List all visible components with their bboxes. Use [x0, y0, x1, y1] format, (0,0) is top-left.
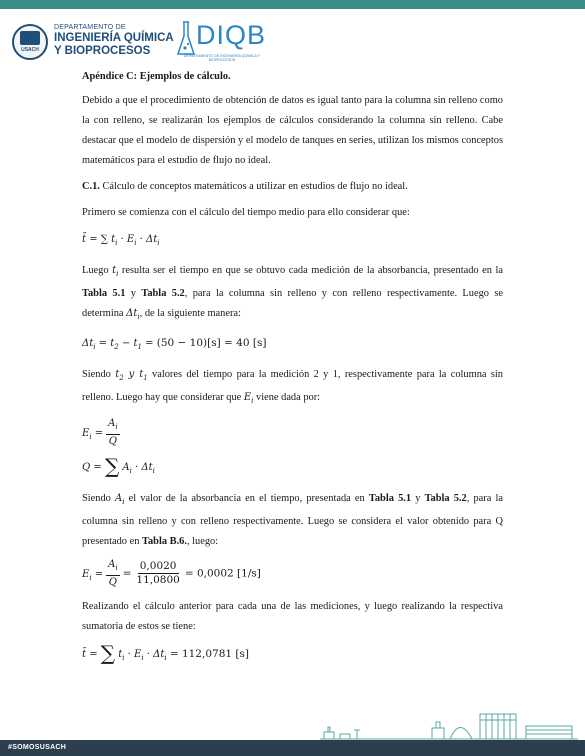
summation-paragraph: Realizando el cálculo anterior para cada una de las mediciones, y luego realizando la respectiva sumatoria de estos se tiene: — [82, 601, 503, 632]
diqb-logo-text: DIQB — [196, 20, 267, 50]
equation-ei-result: = 0,0002 [1/s] — [184, 567, 261, 580]
equation-mean-time: t̄ = ∑ $t_i \cdot E_i \cdot \Delta t_i$ — [82, 234, 160, 247]
fraction-numerator: 0,0020 — [139, 560, 177, 572]
table-ref: Tabla 5.2 — [424, 493, 467, 504]
intro-paragraph: Debido a que el procedimiento de obtención de datos es igual tanto para la columna sin relleno como la con relleno, se realizarán los ejemplos de cálculos considerando la columna sin relleno. Cabe destacar que el modelo de dispersión y el modelo de tanques en series, utilizan los mismos conceptos matemáticos para el estudio de flujo no ideal. — [82, 95, 503, 166]
table-ref: Tabla 5.1 — [368, 493, 412, 504]
equation-mean-time-result: t̄ = ∑ $t_i \cdot E_i \cdot \Delta t_i = 112,0781$ [s] — [82, 641, 249, 665]
footer-hashtag: #SOMOSUSACH — [8, 744, 67, 751]
dept-line-1: DEPARTAMENTO DE — [54, 24, 126, 31]
absorbance-paragraph — [82, 489, 503, 552]
siendo-paragraph — [82, 365, 503, 411]
ai-symbol: $A_i$ — [115, 493, 125, 506]
mean-time-intro: Primero se comienza con el cálculo del tiempo medio para ello considerar que: — [82, 207, 410, 218]
t2-t1-symbol: $t_2$ y $t_1$ — [115, 369, 148, 382]
document-body — [82, 67, 503, 668]
usach-seal-logo — [12, 24, 48, 60]
header-logos — [12, 18, 267, 66]
text: el valor de la absorbancia en el tiempo, presentada en — [124, 493, 369, 504]
appendix-heading: Apéndice C: Ejemplos de cálculo. — [82, 71, 231, 82]
time-paragraph — [82, 261, 503, 327]
campus-skyline-icon — [320, 710, 578, 740]
text: , para la columna sin relleno y con relleno respectivamente. Luego se determina — [82, 288, 503, 319]
ei-symbol: $E_i$ — [243, 392, 254, 405]
text: valores del tiempo para la medición 2 y 1, respectivamente para la columna sin relleno. Luego hay que considerar que — [82, 369, 503, 403]
delta-ti-symbol: $\Delta t_i$ — [126, 308, 140, 321]
mean-time-result-value: = 112,0781 [s] — [169, 648, 249, 660]
table-ref: Tabla 5.2 — [141, 288, 185, 299]
table-ref: Tabla B.6. — [142, 536, 187, 547]
fraction-denominator: 11,0800 — [136, 574, 180, 586]
text: y — [125, 288, 142, 299]
section-c1-text: Cálculo de conceptos matemáticos a utilizar en estudios de flujo no ideal. — [99, 181, 408, 192]
section-c1-title — [82, 177, 503, 197]
text: viene dada por: — [253, 392, 321, 403]
seal-emblem-icon — [20, 31, 40, 45]
equation-q: Q = ∑ $A_i \cdot \Delta t_i$ — [82, 454, 155, 478]
text: , para la columna sin relleno y con relleno respectivamente. Luego se considera el valor obtenido para Q presentado en — [82, 493, 504, 547]
top-accent-bar — [0, 0, 585, 9]
equation-ei: $E_i$ = $\frac{A_i}{Q}$ — [82, 418, 118, 447]
equation-delta-t-values: (50 − 10)[s] = 40 [s] — [156, 337, 267, 349]
dept-line-2: INGENIERÍA QUÍMICA — [54, 32, 174, 44]
text: resulta ser el tiempo en que se obtuvo cada medición de la absorbancia, presentado en la — [118, 265, 503, 276]
department-name — [54, 24, 174, 57]
flask-icon — [176, 20, 196, 58]
footer-bar — [0, 740, 585, 756]
dept-line-3: Y BIOPROCESOS — [54, 44, 151, 57]
text: y — [411, 493, 425, 504]
section-c1-label: C.1. — [82, 181, 100, 192]
text: , luego: — [186, 536, 219, 547]
text: Luego — [82, 265, 113, 276]
text: Siendo — [82, 493, 116, 504]
ti-symbol: $t_i$ — [112, 265, 119, 278]
equation-ei-example: $E_i$ = $\frac{A_i}{Q}$ = $\frac{0,0020}{11,0800}$ = 0,0002 [1/s] — [82, 559, 261, 588]
diqb-subtitle: DEPARTAMENTO DE INGENIERÍA QUÍMICA Y BIOPROCESOS — [183, 54, 261, 63]
equation-delta-t: $\Delta t_i = t_2 - t_1 = (50 - 10)[s] = 40$ [s] — [82, 337, 267, 351]
table-ref: Tabla 5.1 — [82, 288, 126, 299]
text: , de la siguiente manera: — [139, 308, 241, 319]
seal-text: USACH — [21, 47, 39, 53]
text: Siendo — [82, 369, 116, 380]
